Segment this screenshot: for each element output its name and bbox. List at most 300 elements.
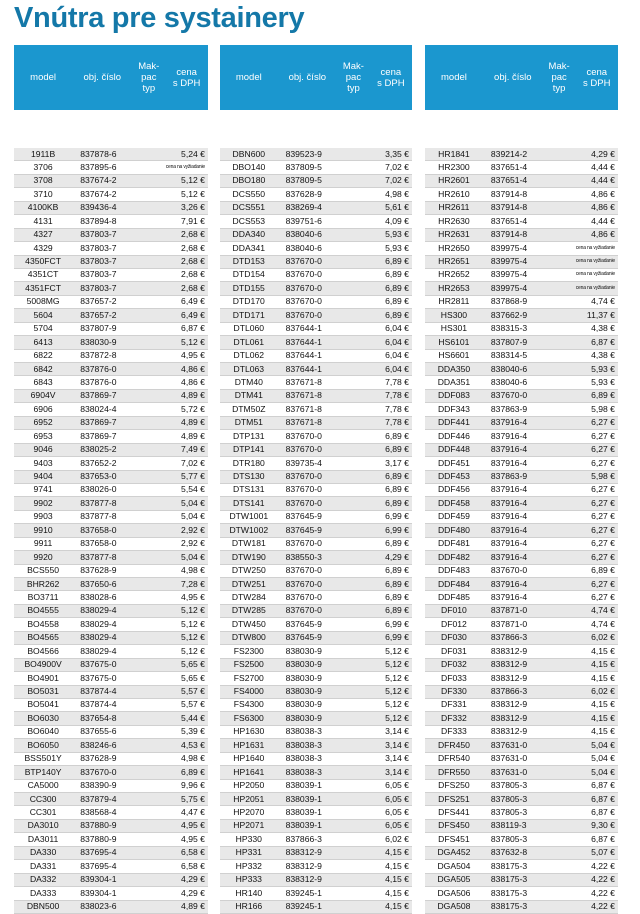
table-row	[220, 699, 412, 712]
model-cell: 9741	[33, 484, 53, 495]
table-row	[220, 202, 412, 215]
order-number-cell: 838312-9	[285, 874, 322, 885]
price-cell: 4,29 €	[181, 887, 205, 898]
price-cell: 7,78 €	[385, 417, 409, 428]
price-cell: 2,68 €	[181, 229, 205, 240]
order-number-cell: 837869-7	[80, 390, 117, 401]
order-number-cell: 838269-4	[285, 202, 322, 213]
table-row	[220, 256, 412, 269]
order-number-cell: 837916-4	[490, 417, 528, 428]
price-cell: 4,95 €	[181, 591, 205, 602]
model-cell: DFS250	[438, 780, 470, 791]
price-cell: 4,29 €	[181, 874, 205, 885]
table-row	[14, 565, 208, 578]
table-row	[425, 202, 618, 215]
order-number-cell: 837670-0	[285, 282, 322, 293]
order-number-cell: 838030-9	[285, 672, 322, 683]
price-cell: 6,89 €	[385, 565, 409, 576]
table-row	[14, 524, 208, 537]
order-number-cell: 837916-4	[490, 457, 528, 468]
price-cell: 4,15 €	[385, 847, 409, 858]
order-number-cell: 839975-4	[490, 269, 528, 280]
table-row	[14, 188, 208, 201]
model-cell: DDA341	[232, 242, 266, 253]
table-row	[220, 645, 412, 658]
model-cell: HP2051	[233, 793, 265, 804]
price-cell: 5,07 €	[591, 847, 615, 858]
price-cell: 5,04 €	[591, 739, 615, 750]
price-cell: 4,29 €	[385, 551, 409, 562]
price-cell: 3,14 €	[385, 726, 409, 737]
order-number-cell: 838038-3	[285, 766, 322, 777]
price-cell: 5,12 €	[181, 645, 205, 656]
table-row	[425, 672, 618, 685]
price-cell: 2,92 €	[181, 538, 205, 549]
order-number-cell: 837807-9	[80, 323, 117, 334]
model-cell: BO4566	[27, 645, 59, 656]
table-row	[220, 309, 412, 322]
price-cell: 6,27 €	[591, 511, 615, 522]
price-cell: 5,04 €	[591, 766, 615, 777]
table-row	[425, 161, 618, 174]
table-row	[14, 780, 208, 793]
table-row	[14, 860, 208, 873]
price-cell: 6,89 €	[591, 565, 615, 576]
price-cell: 4,44 €	[591, 175, 615, 186]
order-number-cell: 839735-4	[285, 457, 322, 468]
table-row	[425, 712, 618, 725]
table-row	[425, 538, 618, 551]
table-row	[14, 511, 208, 524]
table-row	[220, 323, 412, 336]
model-cell: DDF485	[437, 591, 470, 602]
price-cell: 6,89 €	[385, 269, 409, 280]
price-cell: 6,89 €	[385, 444, 409, 455]
table-row	[220, 712, 412, 725]
order-number-cell: 837645-9	[285, 618, 322, 629]
table-row	[220, 161, 412, 174]
price-cell: 6,89 €	[385, 282, 409, 293]
model-cell: BHR262	[26, 578, 60, 589]
order-number-cell: 837863-9	[490, 471, 528, 481]
model-cell: DDF448	[437, 444, 470, 455]
table-row	[425, 229, 618, 242]
price-cell: 4,15 €	[591, 659, 615, 670]
price-cell: 5,57 €	[181, 686, 205, 696]
order-number-cell: 839975-4	[490, 242, 528, 253]
price-cell: 7,78 €	[385, 390, 409, 401]
price-cell: 5,93 €	[385, 229, 409, 240]
price-cell: 2,68 €	[181, 269, 205, 280]
price-cell: 6,49 €	[181, 296, 205, 307]
price-cell: 6,27 €	[591, 444, 615, 455]
price-cell: 5,12 €	[181, 175, 205, 186]
table-row	[220, 551, 412, 564]
table-row	[220, 672, 412, 685]
order-number-cell: 839975-4	[490, 282, 528, 293]
header-price	[576, 67, 618, 89]
table-row	[14, 659, 208, 672]
model-cell: HR2650	[438, 242, 470, 253]
order-number-cell: 838312-9	[285, 860, 322, 871]
table-row	[220, 336, 412, 349]
order-number-cell: 837671-8	[285, 403, 322, 414]
table-row	[425, 901, 618, 914]
header-price-l2: s DPH	[377, 77, 405, 89]
table-row	[14, 363, 208, 376]
price-cell: 6,89 €	[385, 591, 409, 602]
price-cell: 6,27 €	[591, 551, 615, 562]
order-number-cell: 837876-0	[80, 376, 117, 387]
order-number-cell: 837809-5	[285, 161, 322, 172]
price-cell: 4,74 €	[591, 605, 615, 616]
price-cell: 7,02 €	[385, 161, 409, 172]
table-row	[425, 591, 618, 604]
order-number-cell: 838312-9	[490, 699, 528, 710]
order-number-cell: 837657-2	[80, 296, 117, 307]
order-number-cell: 838030-9	[285, 712, 322, 723]
table-row	[14, 403, 208, 416]
price-cell: 4,86 €	[591, 188, 615, 199]
price-cell: 5,39 €	[181, 726, 205, 737]
table-row	[14, 739, 208, 752]
price-cell: 5,65 €	[181, 672, 205, 683]
table-row	[14, 699, 208, 712]
order-number-cell: 837807-9	[490, 336, 528, 347]
table-row	[220, 605, 412, 618]
table-row	[14, 874, 208, 887]
model-cell: BO4900V	[24, 659, 62, 670]
price-cell: 7,49 €	[181, 444, 205, 455]
price-cell: 7,78 €	[385, 403, 409, 414]
model-cell: DF010	[441, 605, 467, 616]
table-row	[14, 497, 208, 510]
order-number-cell: 837645-9	[285, 632, 322, 643]
table-row	[220, 282, 412, 295]
order-number-cell: 838029-4	[80, 645, 117, 656]
table-row	[14, 296, 208, 309]
model-cell: FS6300	[233, 712, 264, 723]
price-cell: 6,99 €	[385, 511, 409, 522]
model-cell: HS301	[440, 323, 468, 334]
header-makpac-l3: typ	[142, 83, 156, 94]
table-row	[220, 269, 412, 282]
table-row	[220, 901, 412, 914]
price-cell: 6,87 €	[591, 833, 615, 844]
table-row	[14, 242, 208, 255]
model-cell: HR2652	[438, 269, 470, 280]
model-cell: HP1641	[233, 766, 265, 777]
model-cell: DBN600	[232, 148, 266, 159]
order-number-cell: 838175-3	[490, 874, 528, 885]
price-cell: 2,68 €	[181, 282, 205, 293]
table-row	[14, 350, 208, 363]
model-cell: DTD171	[232, 309, 265, 320]
price-cell: 4,98 €	[385, 188, 409, 199]
table-row	[425, 578, 618, 591]
order-number-cell: 838040-6	[285, 242, 322, 253]
model-cell: HR2653	[438, 282, 470, 293]
table-header	[220, 45, 412, 110]
order-number-cell: 837652-2	[80, 457, 117, 468]
table-row	[220, 753, 412, 766]
order-number-cell: 837670-0	[285, 471, 322, 481]
model-cell: 4350FCT	[25, 256, 61, 266]
price-cell: 4,95 €	[181, 820, 205, 831]
model-cell: 9910	[33, 524, 53, 535]
table-row	[425, 417, 618, 430]
model-cell: DTS141	[233, 497, 265, 508]
model-cell: DBN500	[26, 901, 60, 911]
table-row	[220, 578, 412, 591]
model-cell: FS4000	[233, 686, 264, 696]
table-row	[425, 376, 618, 389]
price-cell: 5,04 €	[181, 511, 205, 522]
model-cell: CC300	[29, 793, 57, 804]
model-cell: DFS450	[438, 820, 470, 831]
model-cell: DDA350	[437, 363, 471, 374]
table-row	[220, 444, 412, 457]
order-number-cell: 838029-4	[80, 632, 117, 643]
model-cell: DDF480	[437, 524, 470, 535]
table-row	[220, 376, 412, 389]
order-number-cell: 837651-4	[490, 175, 528, 186]
model-cell: HP2071	[233, 820, 265, 831]
table-row	[425, 430, 618, 443]
price-cell: 3,35 €	[385, 148, 409, 159]
price-cell: 6,89 €	[385, 484, 409, 495]
price-cell: 5,12 €	[385, 686, 409, 696]
table-row	[14, 309, 208, 322]
table-row	[220, 887, 412, 900]
model-cell: DTW251	[231, 578, 266, 589]
model-cell: DDF083	[437, 390, 470, 401]
model-cell: 6952	[33, 417, 53, 428]
table-row	[425, 780, 618, 793]
table-row	[220, 390, 412, 403]
order-number-cell: 838030-9	[285, 686, 322, 696]
price-cell: cena na vyžiadanie	[575, 244, 615, 251]
order-number-cell: 837670-0	[490, 565, 528, 576]
table-row	[14, 887, 208, 900]
order-number-cell: 837916-4	[490, 591, 528, 602]
order-number-cell: 837916-4	[490, 578, 528, 589]
header-makpac-l2: pac	[141, 72, 157, 83]
price-cell: 4,15 €	[591, 726, 615, 737]
model-cell: 9920	[33, 551, 53, 562]
model-cell: DF333	[441, 726, 467, 737]
model-cell: DDF343	[437, 403, 470, 414]
price-cell: 5,61 €	[385, 202, 409, 213]
model-cell: DTW1001	[229, 511, 269, 522]
model-cell: FS2300	[233, 645, 264, 656]
order-number-cell: 838039-1	[285, 780, 322, 791]
order-number-cell: 837651-4	[490, 161, 528, 172]
price-cell: 4,22 €	[591, 887, 615, 898]
order-number-cell: 837670-0	[285, 430, 322, 441]
model-cell: DF033	[441, 672, 467, 683]
order-number-cell: 837662-9	[490, 309, 528, 320]
order-number-cell: 837880-9	[80, 820, 117, 831]
order-number-cell: 837805-3	[490, 833, 528, 844]
model-cell: DDF481	[437, 538, 470, 549]
table-row	[425, 403, 618, 416]
order-number-cell: 837874-4	[80, 686, 117, 696]
price-cell: 6,05 €	[385, 806, 409, 817]
table-row	[425, 820, 618, 833]
order-number-cell: 838024-4	[80, 403, 117, 414]
model-cell: HR2811	[438, 296, 470, 307]
table-row	[14, 793, 208, 806]
table-row	[14, 148, 208, 161]
price-cell: 6,89 €	[385, 605, 409, 616]
table-row	[14, 578, 208, 591]
model-cell: DTL063	[233, 363, 265, 374]
model-cell: DTP131	[233, 430, 265, 441]
header-makpac-l2: pac	[551, 72, 567, 83]
order-number-cell: 837628-9	[285, 188, 322, 199]
table-row	[425, 148, 618, 161]
model-cell: DTW250	[231, 565, 266, 576]
table-row	[220, 591, 412, 604]
table-row	[220, 726, 412, 739]
table-body	[14, 148, 208, 914]
table-row	[425, 766, 618, 779]
model-cell: DF332	[441, 712, 467, 723]
table-row	[14, 672, 208, 685]
order-number-cell: 837805-3	[490, 806, 528, 817]
header-price-l1: cena	[176, 66, 197, 78]
table-row	[14, 457, 208, 470]
page-title: Vnútra pre systainery	[14, 2, 305, 34]
table-row	[425, 847, 618, 860]
model-cell: 9404	[33, 471, 53, 481]
order-number-cell: 837872-8	[80, 350, 117, 361]
table-row	[220, 457, 412, 470]
price-cell: 6,04 €	[385, 363, 409, 374]
price-cell: 4,47 €	[181, 806, 205, 817]
model-cell: DF031	[441, 645, 467, 656]
model-cell: 9903	[33, 511, 53, 522]
table-row	[14, 605, 208, 618]
price-cell: 6,87 €	[591, 780, 615, 791]
header-price-l2: s DPH	[172, 77, 201, 89]
model-cell: 4329	[33, 242, 53, 253]
table-row	[425, 323, 618, 336]
order-number-cell: 837695-4	[80, 860, 117, 871]
price-cell: 6,27 €	[591, 578, 615, 589]
price-cell: 4,98 €	[181, 565, 205, 576]
price-cell: cena na vyžiadanie	[575, 258, 615, 264]
model-cell: DDF451	[437, 457, 470, 468]
table-row	[425, 269, 618, 282]
model-cell: 4131	[33, 215, 53, 226]
table-row	[425, 699, 618, 712]
model-cell: 3706	[33, 161, 53, 172]
model-cell: 1911B	[30, 148, 56, 159]
order-number-cell: 837670-0	[285, 484, 322, 495]
table-row	[425, 686, 618, 699]
price-cell: 6,04 €	[385, 350, 409, 361]
table-row	[425, 363, 618, 376]
header-makpac-type	[132, 61, 165, 94]
price-cell: 6,27 €	[591, 430, 615, 441]
price-cell: 4,86 €	[591, 202, 615, 213]
model-cell: DF032	[441, 659, 467, 670]
price-cell: 4,44 €	[591, 215, 615, 226]
price-cell: cena na vyžiadanie	[575, 271, 615, 278]
model-cell: DA332	[29, 874, 57, 885]
model-cell: DFR550	[437, 766, 470, 777]
table-row	[220, 659, 412, 672]
order-number-cell: 837675-0	[80, 672, 117, 683]
order-number-cell: 837671-8	[285, 390, 322, 401]
price-cell: 5,12 €	[385, 672, 409, 683]
price-cell: 6,05 €	[385, 793, 409, 804]
order-number-cell: 838039-1	[285, 806, 322, 817]
table-row	[220, 417, 412, 430]
table-row	[220, 229, 412, 242]
price-cell: 5,98 €	[591, 403, 615, 414]
model-cell: 5604	[33, 309, 53, 320]
model-cell: DTW181	[231, 538, 266, 549]
model-cell: DA330	[29, 847, 57, 858]
order-number-cell: 839523-9	[285, 148, 322, 159]
price-cell: 5,04 €	[591, 753, 615, 764]
model-cell: BCS550	[27, 565, 60, 576]
model-cell: DFS251	[438, 793, 470, 804]
price-cell: 7,02 €	[385, 175, 409, 186]
model-cell: DDF441	[437, 417, 470, 428]
order-number-cell: 837651-4	[490, 215, 528, 226]
model-cell: DTW190	[231, 551, 266, 562]
order-number-cell: 837670-0	[285, 497, 322, 508]
model-cell: BO5041	[27, 699, 59, 710]
table-row	[14, 484, 208, 497]
order-number-cell: 839751-6	[285, 215, 322, 226]
model-cell: DDF446	[437, 430, 470, 441]
table-row	[14, 538, 208, 551]
price-cell: 2,92 €	[181, 524, 205, 535]
order-number-cell: 838175-3	[490, 901, 528, 911]
model-cell: DTW1002	[229, 524, 269, 535]
price-cell: 4,53 €	[181, 739, 205, 750]
table-row	[14, 430, 208, 443]
header-price-l1: cena	[586, 66, 608, 78]
price-cell: 4,89 €	[181, 901, 205, 911]
model-cell: DTM40	[234, 376, 263, 387]
price-cell: 3,14 €	[385, 739, 409, 750]
price-cell: 5,04 €	[181, 551, 205, 562]
table-row	[425, 215, 618, 228]
header-makpac-l2: pac	[345, 72, 362, 83]
order-number-cell: 839304-1	[80, 874, 117, 885]
table-row	[220, 188, 412, 201]
table-row	[425, 551, 618, 564]
model-cell: 9046	[33, 444, 53, 455]
table-row	[425, 833, 618, 846]
order-number-cell: 837670-0	[285, 538, 322, 549]
model-cell: BSS501Y	[24, 753, 62, 764]
price-cell: 4,89 €	[181, 417, 205, 428]
price-cell: 6,27 €	[591, 524, 615, 535]
header-price	[370, 67, 412, 89]
model-cell: DF331	[441, 699, 467, 710]
order-number-cell: 837631-0	[490, 753, 528, 764]
table-row	[220, 497, 412, 510]
table-row	[425, 806, 618, 819]
table-row	[425, 336, 618, 349]
